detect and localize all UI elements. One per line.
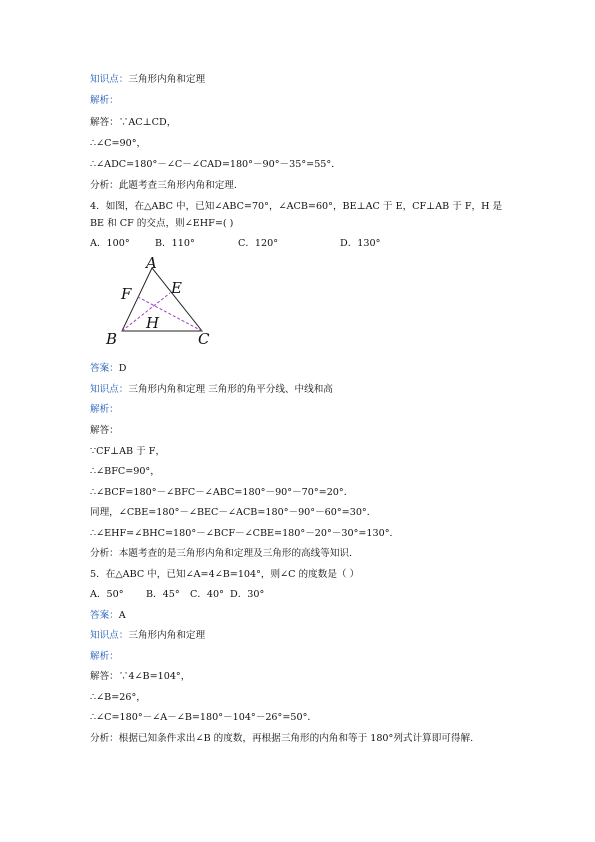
question-5-stem: 5．在△ABC 中，已知∠A=4∠B=104°，则∠C 的度数是（ ） bbox=[90, 569, 360, 580]
vertex-label-c: C bbox=[198, 330, 210, 348]
answer-line bbox=[90, 363, 126, 375]
knowledge-point-label: 知识点： bbox=[90, 384, 129, 395]
solution-line: ∴∠C=180°－∠A－∠B=180°－104°－26°=50°． bbox=[90, 712, 317, 723]
solution-line: ∴∠BFC=90°， bbox=[90, 466, 160, 477]
analysis-summary: 分析：根据已知条件求出∠B 的度数，再根据三角形的内角和等于 180°列式计算即可得解. bbox=[90, 733, 474, 744]
option-a: A．100° bbox=[90, 238, 130, 249]
vertex-label-a: A bbox=[146, 256, 157, 272]
knowledge-point-text: 三角形内角和定理 bbox=[128, 630, 206, 641]
solution-line: ∴∠BCF=180°－∠BFC－∠ABC=180°－90°－70°=20°． bbox=[90, 487, 354, 498]
answer-value: A bbox=[118, 610, 126, 621]
solution-line: ∴∠C=90°， bbox=[90, 138, 147, 149]
answer-label: 答案： bbox=[90, 610, 119, 621]
solution-line: 解答：∵4∠B=104°， bbox=[90, 671, 191, 682]
knowledge-point-line bbox=[90, 384, 333, 396]
analysis-label: 解析： bbox=[90, 95, 119, 106]
knowledge-point-label: 知识点： bbox=[90, 630, 129, 641]
solution-line: 解答：∵AC⊥CD， bbox=[90, 117, 177, 128]
knowledge-point-label: 知识点： bbox=[90, 74, 129, 85]
option-d: D．30° bbox=[230, 589, 265, 600]
solution-line: ∵CF⊥AB 于 F， bbox=[90, 446, 166, 457]
solution-line: 解答： bbox=[90, 425, 119, 436]
analysis-summary: 分析：本题考查的是三角形内角和定理及三角形的高线等知识. bbox=[90, 548, 353, 559]
question-4-stem-line1: 4．如图，在△ABC 中，已知∠ABC=70°，∠ACB=60°，BE⊥AC 于 E，CF⊥AB 于 F，H 是 bbox=[90, 201, 503, 212]
option-b: B．110° bbox=[155, 238, 195, 249]
vertex-label-b: B bbox=[106, 330, 118, 348]
solution-line: ∴∠EHF=∠BHC=180°－∠BCF－∠CBE=180°－20°－30°=130°． bbox=[90, 528, 400, 539]
question-4-stem-line2: BE 和 CF 的交点，则∠EHF=( ) bbox=[90, 218, 234, 229]
analysis-summary: 分析：此题考查三角形内角和定理. bbox=[90, 180, 237, 191]
knowledge-point-line bbox=[90, 74, 205, 86]
point-label-e: E bbox=[171, 279, 182, 297]
point-label-f: F bbox=[121, 285, 132, 303]
answer-value: D bbox=[118, 363, 127, 374]
point-label-h: H bbox=[146, 314, 160, 332]
option-c: C．40° bbox=[190, 589, 224, 600]
solution-line: 同理，∠CBE=180°－∠BEC－∠ACB=180°－90°－60°=30°． bbox=[90, 507, 377, 518]
answer-label: 答案： bbox=[90, 363, 119, 374]
triangle-figure bbox=[104, 256, 224, 348]
analysis-label: 解析： bbox=[90, 651, 119, 662]
option-c: C．120° bbox=[238, 238, 279, 249]
solution-line: ∴∠ADC=180°－∠C－∠CAD=180°－90°－35°=55°． bbox=[90, 159, 341, 170]
answer-line bbox=[90, 610, 126, 622]
knowledge-point-text: 三角形内角和定理 三角形的角平分线、中线和高 bbox=[128, 384, 333, 395]
analysis-label: 解析： bbox=[90, 404, 119, 415]
option-a: A．50° bbox=[90, 589, 124, 600]
knowledge-point-text: 三角形内角和定理 bbox=[128, 74, 206, 85]
option-b: B．45° bbox=[146, 589, 180, 600]
option-d: D．130° bbox=[340, 238, 381, 249]
solution-line: ∴∠B=26°， bbox=[90, 692, 146, 703]
knowledge-point-line bbox=[90, 630, 205, 642]
